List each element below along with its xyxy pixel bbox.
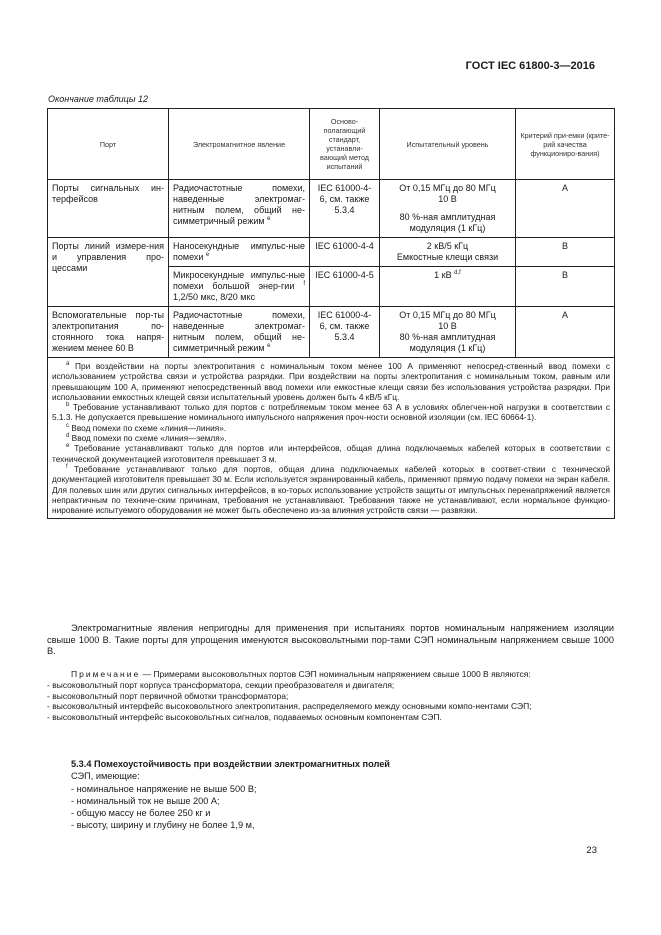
section-5-3-4 (47, 758, 614, 832)
footnote-d: $^d$ Ввод помехи по схеме «линия—земля». (66, 433, 227, 444)
table-footnotes (48, 358, 615, 519)
table-header-row (48, 109, 615, 180)
list-item: - номинальное напряжение не выше 500 В; (71, 783, 257, 794)
body-paragraph: Электромагнитные явления непригодны для применения при испытаниях портов номинальным напряжением изоляции свыше 1000 В. Такие порты для упрощения именуются высоковольтными пор-тами СЭП номинальным напряжением свыше 1000 В. (47, 623, 614, 656)
footnote-e: $^e$ Требование устанавливают только для портов или интерфейсов, общая длина подключаемых кабелей которых в соответствии с технической документацией изготовителя превышает 3 м. (52, 443, 610, 464)
list-item: - высоту, ширину и глубину не более 1,9 м, (71, 820, 255, 831)
cell-phenomenon: Наносекундные импульс-ные помехи $^e$ (169, 238, 310, 267)
cell-level: От 0,15 МГц до 80 МГц 10 В 80 %-ная амплитудная модуляция (1 кГц) (380, 180, 516, 238)
cell-port: Порты линий измере-ния и управления про-цессами (48, 238, 169, 307)
note-item: - высоковольтный порт первичной обмотки трансформатора; (47, 690, 289, 701)
header-level: Испытательный уровень (380, 109, 516, 180)
page-number: 23 (586, 845, 597, 856)
list-item: - общую массу не более 250 кг и (71, 808, 211, 819)
note-item: - высоковольтный интерфейс высоковольтного электропитания, распределяемого между основными компо-нентами СЭП; (47, 701, 532, 712)
cell-criterion: А (516, 307, 615, 358)
cell-port: Порты сигнальных ин-терфейсов (48, 180, 169, 238)
cell-phenomenon: Радиочастотные помехи, наведенные электромаг-нитным полем, общий не-симметричный режим $^e$ (169, 307, 310, 358)
cell-level: 2 кВ/5 кГц Емкостные клещи связи (380, 238, 516, 267)
cell-criterion: В (516, 238, 615, 267)
note-item: - высоковольтный интерфейс высоковольтных сигналов, подаваемых основным компонентам СЭП. (47, 712, 442, 723)
requirements-table (47, 108, 615, 519)
cell-port: Вспомогательные пор-ты электропитания по-стоянного тока напря-жением менее 60 В (48, 307, 169, 358)
cell-level: 1 кВ $^{d,f}$ (380, 267, 516, 307)
table-row (48, 307, 615, 358)
cell-phenomenon: Микросекундные импульс-ные помехи большой энер-гии $^f$ 1,2/50 мкс, 8/20 мкс (169, 267, 310, 307)
table-caption: Окончание таблицы 12 (48, 94, 148, 104)
standard-code: ГОСТ IEC 61800-3—2016 (465, 60, 595, 72)
note-intro: Примечание — Примерами высоковольтных портов СЭП номинальным напряжением свыше 1000 В являются: (71, 669, 531, 679)
note-item: - высоковольтный порт корпуса трансформатора, секции преобразователя и двигателя; (47, 679, 395, 690)
cell-phenomenon: Радиочастотные помехи, наведенные электромаг-нитным полем, общий не-симметричный режим $^e$ (169, 180, 310, 238)
header-phenomenon: Электромагнитное явление (169, 109, 310, 180)
table-row (48, 180, 615, 238)
list-item: - номинальный ток не выше 200 А; (71, 795, 220, 806)
section-intro: СЭП, имеющие: (71, 771, 140, 782)
footnote-f: $^f$ Требование устанавливают только для портов, общая длина подключаемых кабелей которых в соответ-ствии с технической документацией изготовителя превышает 30 м. Если используется экранированный кабель, применяют прямую подачу помехи на экран кабеля. Для полевых шин или других сигнальных интерфейсов, в ко-торых использование устройств защиты от импульсных перенапряжений является непрактичным по техниче-ским причинам, требования не устанавливают. Требования также не устанавливают, если нормальное функцио-нирование испытуемого оборудования не может быть обеспечено из-за влияния устройств связи — развязки. (52, 463, 611, 516)
document-header (0, 60, 661, 72)
cell-level: От 0,15 МГц до 80 МГц 10 В 80 %-ная амплитудная модуляция (1 кГц) (380, 307, 516, 358)
table-notes-row (48, 358, 615, 519)
cell-criterion: А (516, 180, 615, 238)
header-criterion: Критерий при-емки (крите-рий качества функциониро-вания) (516, 109, 615, 180)
footnote-b: $^b$ Требование устанавливают только для портов с потребляемым током менее 63 А в условиях облегчен-ной нагрузки в соответствии с 5.1.3. Не допускается превышение номинального импульсного напряжения проч-ности основной изоляции (см. IEC 60664-1). (52, 402, 610, 423)
footnote-c: $^c$ Ввод помехи по схеме «линия—линия». (66, 422, 227, 433)
cell-standard: IEC 61000-4-4 (310, 238, 380, 267)
header-standard: Осново-полагающий стандарт, устанавли-вающий метод испытаний (310, 109, 380, 180)
note-label: Примечание (71, 669, 141, 679)
header-port: Порт (48, 109, 169, 180)
note-block (47, 669, 614, 723)
cell-standard: IEC 61000-4-5 (310, 267, 380, 307)
footnote-a: $^a$ При воздействии на порты электропитания с номинальным током менее 100 А применяют непосред-ственный ввод помехи с использованием устройства связи и устройства разрядки. При воздействии на порты электропитания с номинальным током, равным или превышающим 100 А, применяют непосредственный ввод помехи или емкостные клещи связи без использования устройства разрядки. При использовании емкостных клещей связи испытательный уровень должен быть 4 кВ/5 кГц. (52, 361, 610, 402)
section-title: 5.3.4 Помехоустойчивость при воздействии электромагнитных полей (71, 759, 390, 769)
cell-criterion: В (516, 267, 615, 307)
cell-standard: IEC 61000-4-6, см. также 5.3.4 (310, 180, 380, 238)
table-row (48, 238, 615, 267)
cell-standard: IEC 61000-4-6, см. также 5.3.4 (310, 307, 380, 358)
